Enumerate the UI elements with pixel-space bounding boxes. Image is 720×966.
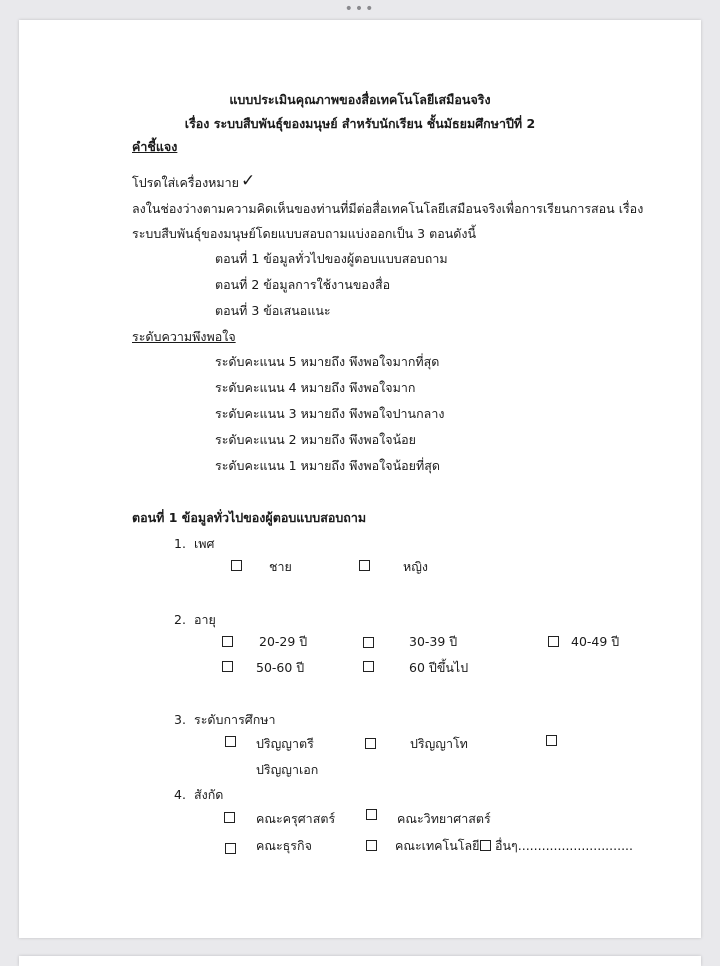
question-label-affiliation: สังกัด	[194, 787, 224, 802]
page-options-icon[interactable]: •••	[344, 1, 376, 17]
checkbox-age-40-49[interactable]	[548, 636, 559, 647]
option-male: ชาย	[269, 559, 292, 574]
checkbox-business-faculty[interactable]	[225, 843, 236, 854]
question-number: 3.	[174, 712, 186, 727]
checkbox-female[interactable]	[359, 560, 370, 571]
option-age-20-29: 20-29 ปี	[259, 634, 308, 649]
satisfaction-level: ระดับคะแนน 4 หมายถึง พึงพอใจมาก	[215, 380, 416, 395]
checkbox-age-20-29[interactable]	[222, 636, 233, 647]
satisfaction-level: ระดับคะแนน 3 หมายถึง พึงพอใจปานกลาง	[215, 406, 445, 421]
instructions-mark-text: โปรดใส่เครื่องหมาย	[132, 175, 239, 190]
checkbox-education-faculty[interactable]	[224, 812, 235, 823]
option-business-faculty: คณะธุรกิจ	[256, 838, 312, 853]
option-age-40-49: 40-49 ปี	[571, 634, 620, 649]
part-item: ตอนที่ 1 ข้อมูลทั่วไปของผู้ตอบแบบสอบถาม	[215, 251, 448, 266]
option-master: ปริญญาโท	[410, 736, 468, 751]
question-number: 4.	[174, 787, 186, 802]
form-subtitle: เรื่อง ระบบสืบพันธุ์ของมนุษย์ สำหรับนักเรียน ชั้นมัธยมศึกษาปีที่ 2	[184, 116, 536, 131]
next-page-edge	[19, 956, 701, 966]
part-item: ตอนที่ 3 ข้อเสนอแนะ	[215, 303, 331, 318]
checkbox-age-60-plus[interactable]	[363, 661, 374, 672]
option-bachelor: ปริญญาตรี	[256, 736, 314, 751]
checkbox-age-30-39[interactable]	[363, 637, 374, 648]
option-age-50-60: 50-60 ปี	[256, 660, 305, 675]
checkbox-bachelor[interactable]	[225, 736, 236, 747]
option-science-faculty: คณะวิทยาศาสตร์	[397, 811, 491, 826]
question-label-age: อายุ	[194, 612, 216, 627]
part-item: ตอนที่ 2 ข้อมูลการใช้งานของสื่อ	[215, 277, 391, 292]
satisfaction-level: ระดับคะแนน 2 หมายถึง พึงพอใจน้อย	[215, 432, 416, 447]
instructions-heading: คำชี้แจง	[132, 139, 178, 154]
form-title: แบบประเมินคุณภาพของสื่อเทคโนโลยีเสมือนจริง	[229, 92, 491, 107]
satisfaction-level: ระดับคะแนน 5 หมายถึง พึงพอใจมากที่สุด	[215, 354, 440, 369]
checkbox-other[interactable]	[480, 840, 491, 851]
option-female: หญิง	[403, 559, 428, 574]
satisfaction-heading: ระดับความพึงพอใจ	[132, 329, 236, 344]
document-page	[19, 20, 701, 938]
option-other: อื่นๆ.............................	[495, 838, 633, 853]
option-age-30-39: 30-39 ปี	[409, 634, 458, 649]
section-1-heading: ตอนที่ 1 ข้อมูลทั่วไปของผู้ตอบแบบสอบถาม	[132, 510, 367, 525]
checkbox-master[interactable]	[365, 738, 376, 749]
option-age-60-plus: 60 ปีขึ้นไป	[409, 660, 469, 675]
checkbox-male[interactable]	[231, 560, 242, 571]
checkbox-science-faculty[interactable]	[366, 809, 377, 820]
question-number: 1.	[174, 536, 186, 551]
question-label-education: ระดับการศึกษา	[194, 712, 276, 727]
satisfaction-level: ระดับคะแนน 1 หมายถึง พึงพอใจน้อยที่สุด	[215, 458, 440, 473]
checkbox-doctorate[interactable]	[546, 735, 557, 746]
checkbox-technology-faculty[interactable]	[366, 840, 377, 851]
question-label-gender: เพศ	[194, 536, 215, 551]
option-technology-faculty: คณะเทคโนโลยี	[395, 838, 480, 853]
checkbox-age-50-60[interactable]	[222, 661, 233, 672]
option-doctorate: ปริญญาเอก	[256, 762, 319, 777]
checkmark-icon: ✓	[241, 171, 256, 191]
instructions-line-2: ลงในช่องว่างตามความคิดเห็นของท่านที่มีต่อสื่อเทคโนโลยีเสมือนจริงเพื่อการเรียนการสอน เรื่อง	[132, 201, 644, 216]
instructions-line-3: ระบบสืบพันธุ์ของมนุษย์โดยแบบสอบถามแบ่งออกเป็น 3 ตอนดังนี้	[132, 226, 477, 241]
question-number: 2.	[174, 612, 186, 627]
option-education-faculty: คณะครุศาสตร์	[256, 811, 336, 826]
